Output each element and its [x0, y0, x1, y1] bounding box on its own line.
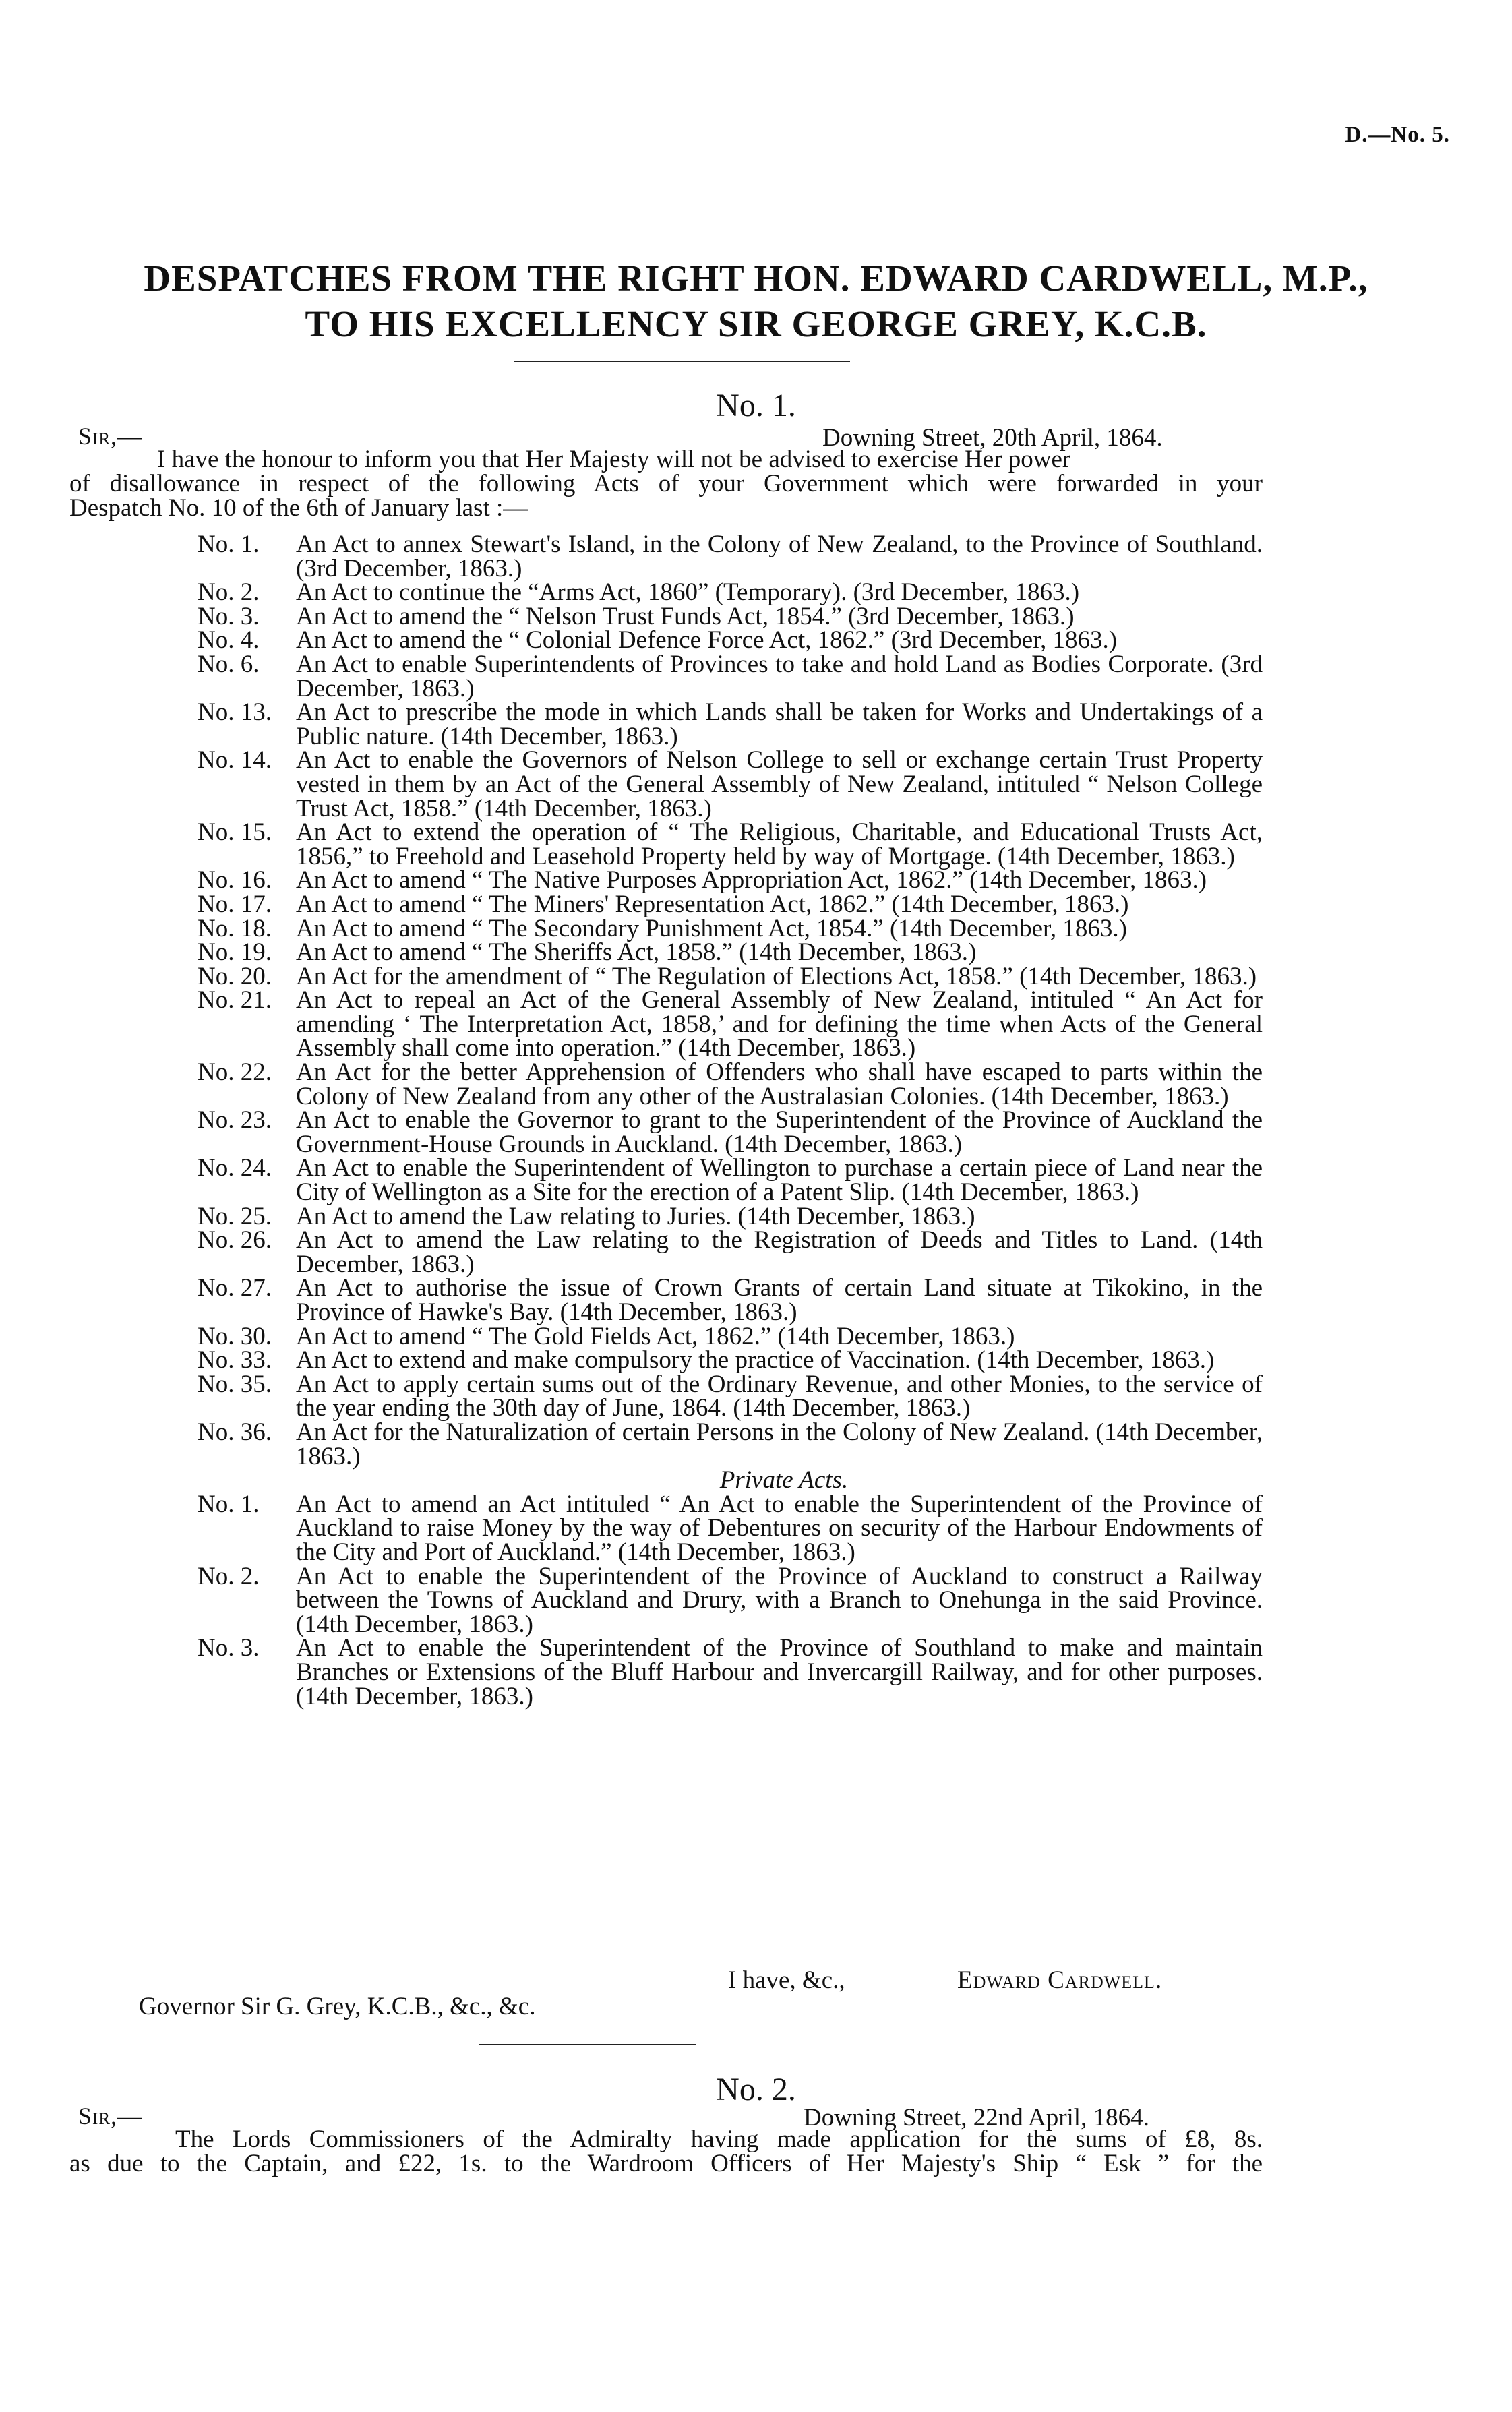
act-number: No. 33. — [198, 1346, 272, 1375]
act-text: An Act to enable the Superintendent of the Province of Auckland to construct a Railway between the Towns of Auckland and Drury, with a Branch to Onehunga in the said Province. (14th December, 1863.) — [296, 1562, 1263, 1638]
private-act-item — [198, 1490, 1263, 1566]
act-number: No. 30. — [198, 1322, 272, 1350]
act-number: No. 16. — [198, 866, 272, 895]
act-item — [198, 650, 1263, 702]
act-number: No. 17. — [198, 890, 272, 918]
act-text: An Act to enable the Governors of Nelson College to sell or exchange certain Trust Property vested in them by an Act of the General Assembly of New Zealand, intituled “ Nelson College Trust Act, 1858.” (14th December, 1863.) — [296, 746, 1263, 822]
act-item — [198, 602, 1263, 630]
act-item — [198, 914, 1263, 942]
act-item — [198, 988, 1263, 1060]
act-item — [198, 533, 1263, 580]
act-item — [198, 1348, 1263, 1373]
despatch-1-intro-line-2: of disallowance in respect of the following Acts of your Government which were forwarded in your — [69, 470, 1263, 498]
act-text: An Act to enable the Governor to grant to the Superintendent of the Province of Auckland the Government-House Grounds in Auckland. (14th December, 1863.) — [296, 1106, 1263, 1158]
despatch-1-place-date: Downing Street, 20th April, 1864. — [822, 424, 1163, 452]
act-item — [198, 748, 1263, 820]
act-item — [198, 820, 1263, 868]
act-text: An Act to authorise the issue of Crown Grants of certain Land situate at Tikokino, in the Province of Hawke's Bay. (14th December, 1863.) — [296, 1274, 1263, 1326]
act-text: An Act to amend the Law relating to Juries. (14th December, 1863.) — [296, 1202, 975, 1230]
act-number: No. 13. — [198, 698, 272, 727]
despatch-2-place-date: Downing Street, 22nd April, 1864. — [804, 2104, 1149, 2132]
act-number: No. 21. — [198, 986, 272, 1015]
act-number: No. 23. — [198, 1106, 272, 1135]
despatch-divider — [479, 2044, 696, 2045]
act-item — [198, 1370, 1263, 1422]
act-item — [198, 890, 1263, 918]
act-number: No. 2. — [198, 1562, 260, 1590]
document-title-line-2: TO HIS EXCELLENCY SIR GEORGE GREY, K.C.B. — [305, 303, 1207, 344]
private-act-item — [198, 1562, 1263, 1638]
act-text: An Act to extend the operation of “ The Religious, Charitable, and Educational Trusts Act, 1856,” to Freehold and Leasehold Property held by way of Mortgage. (14th December, 1863.) — [296, 818, 1263, 870]
title-divider — [514, 361, 850, 362]
act-text: An Act for the amendment of “ The Regulation of Elections Act, 1858.” (14th December, 1863.) — [296, 962, 1257, 990]
act-item — [198, 1202, 1263, 1230]
act-number: No. 4. — [198, 626, 260, 655]
act-item — [198, 1276, 1263, 1324]
act-item — [198, 1154, 1263, 1207]
despatch-2-line-2: as due to the Captain, and £22, 1s. to the Wardroom Officers of Her Majesty's Ship “ Esk ” for the — [69, 2150, 1263, 2177]
despatch-1-signature: Edward Cardwell. — [957, 1966, 1163, 1994]
act-text: An Act to continue the “Arms Act, 1860” (Temporary). (3rd December, 1863.) — [296, 578, 1080, 607]
act-item — [198, 868, 1263, 893]
act-text: An Act to amend “ The Native Purposes Appropriation Act, 1862.” (14th December, 1863.) — [296, 866, 1207, 895]
act-text: An Act for the better Apprehension of Offenders who shall have escaped to parts within the Colony of New Zealand from any other of the Australasian Colonies. (14th December, 1863.) — [296, 1058, 1263, 1110]
act-text: An Act to amend the “ Nelson Trust Funds Act, 1854.” (3rd December, 1863.) — [296, 602, 1075, 630]
despatch-2-salutation: Sir,— — [78, 2103, 143, 2130]
act-item — [198, 962, 1263, 990]
act-text: An Act to amend “ The Secondary Punishment Act, 1854.” (14th December, 1863.) — [296, 914, 1127, 942]
despatch-2-line-1: The Lords Commissioners of the Admiralty having made application for the sums of £8, 8s. — [175, 2125, 1263, 2153]
act-number: No. 19. — [198, 938, 272, 967]
act-text: An Act to amend an Act intituled “ An Act to enable the Superintendent of the Province of Auckland to raise Money by the way of Debentures on security of the Harbour Endowments of the City and Port of Auckland.” (14th December, 1863.) — [296, 1490, 1263, 1566]
act-item — [198, 940, 1263, 965]
despatch-1-heading: No. 1. — [716, 388, 796, 423]
act-text: An Act to extend and make compulsory the practice of Vaccination. (14th December, 1863.) — [296, 1346, 1215, 1375]
despatch-1-closing: I have, &c., — [728, 1966, 845, 1994]
act-text: An Act to amend “ The Sheriffs Act, 1858.” (14th December, 1863.) — [296, 938, 977, 967]
act-text: An Act to amend “ The Gold Fields Act, 1862.” (14th December, 1863.) — [296, 1322, 1015, 1350]
act-number: No. 6. — [198, 650, 260, 678]
despatch-1-intro-line-3: Despatch No. 10 of the 6th of January last :— — [69, 494, 528, 522]
act-text: An Act to enable the Superintendent of the Province of Southland to make and maintain Branches or Extensions of the Bluff Harbour and Invercargill Railway, and for other purposes. (14th December, 1863.) — [296, 1634, 1263, 1710]
act-item — [198, 580, 1263, 605]
act-text: An Act to prescribe the mode in which Lands shall be taken for Works and Undertakings of a Public nature. (14th December, 1863.) — [296, 698, 1263, 750]
act-number: No. 3. — [198, 1634, 260, 1662]
act-number: No. 27. — [198, 1274, 272, 1302]
document-title-line-1: DESPATCHES FROM THE RIGHT HON. EDWARD CARDWELL, M.P., — [144, 258, 1368, 299]
private-acts-heading: Private Acts. — [719, 1466, 849, 1495]
act-text: An Act to repeal an Act of the General Assembly of New Zealand, intituled “ An Act for amending ‘ The Interpretation Act, 1858,’ and for defining the time when Acts of the General Assembly shall come into operation.” (14th December, 1863.) — [296, 986, 1263, 1062]
act-text: An Act to annex Stewart's Island, in the Colony of New Zealand, to the Province of Southland. (3rd December, 1863.) — [296, 531, 1263, 582]
act-number: No. 3. — [198, 602, 260, 630]
act-number: No. 24. — [198, 1154, 272, 1182]
act-item — [198, 628, 1263, 653]
act-number: No. 15. — [198, 818, 272, 847]
act-text: An Act for the Naturalization of certain Persons in the Colony of New Zealand. (14th December, 1863.) — [296, 1418, 1263, 1470]
act-item — [198, 1060, 1263, 1108]
act-number: No. 20. — [198, 962, 272, 990]
act-number: No. 25. — [198, 1202, 272, 1230]
act-number: No. 26. — [198, 1226, 272, 1255]
act-number: No. 22. — [198, 1058, 272, 1087]
despatch-1-salutation: Sir,— — [78, 423, 143, 450]
private-act-item — [198, 1636, 1263, 1708]
despatch-1-act-list — [198, 533, 1263, 1708]
act-text: An Act to apply certain sums out of the Ordinary Revenue, and other Monies, to the service of the year ending the 30th day of June, 1864. (14th December, 1863.) — [296, 1370, 1263, 1422]
despatch-1-intro-line-1: I have the honour to inform you that Her Majesty will not be advised to exercise Her power — [157, 446, 1071, 473]
act-number: No. 2. — [198, 578, 260, 607]
act-number: No. 14. — [198, 746, 272, 775]
act-item — [198, 700, 1263, 748]
act-item — [198, 1228, 1263, 1276]
despatch-2-heading: No. 2. — [716, 2072, 796, 2107]
act-number: No. 18. — [198, 914, 272, 942]
act-text: An Act to enable the Superintendent of Wellington to purchase a certain piece of Land near the City of Wellington as a Site for the erection of a Patent Slip. (14th December, 1863.) — [296, 1154, 1263, 1207]
act-number: No. 1. — [198, 1490, 260, 1518]
act-number: No. 36. — [198, 1418, 272, 1446]
act-text: An Act to amend “ The Miners' Representation Act, 1862.” (14th December, 1863.) — [296, 890, 1129, 918]
act-item — [198, 1108, 1263, 1156]
act-text: An Act to enable Superintendents of Provinces to take and hold Land as Bodies Corporate. (3rd December, 1863.) — [296, 650, 1263, 702]
act-number: No. 35. — [198, 1370, 272, 1398]
act-text: An Act to amend the “ Colonial Defence Force Act, 1862.” (3rd December, 1863.) — [296, 626, 1118, 655]
act-number: No. 1. — [198, 531, 260, 558]
act-item — [198, 1322, 1263, 1350]
page-reference: D.—No. 5. — [1345, 123, 1450, 147]
act-item — [198, 1420, 1263, 1468]
act-text: An Act to amend the Law relating to the Registration of Deeds and Titles to Land. (14th December, 1863.) — [296, 1226, 1263, 1278]
despatch-1-addressee: Governor Sir G. Grey, K.C.B., &c., &c. — [139, 1993, 536, 2020]
